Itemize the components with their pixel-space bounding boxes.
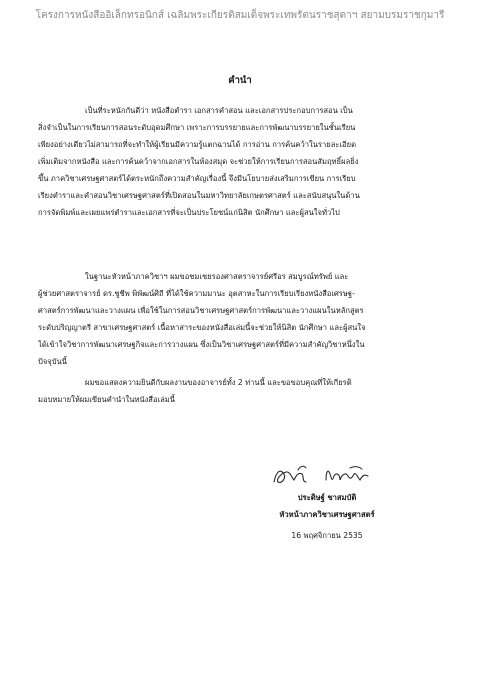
paragraph-line: เรียงตำราและคำสอนวิชาเศรษฐศาสตร์ที่เปิดสอนในมหาวิทยาลัยเกษตรศาสตร์ และสนับสนุนในด้าน (38, 191, 360, 200)
paragraph-line: ระดับปริญญาตรี สาขาเศรษฐศาสตร์ เนื้อหาสาระของหนังสือเล่มนี้จะช่วยให้นิสิต นักศึกษา และผู้สนใจ (38, 323, 366, 332)
paragraph-line: ขึ้น ภาควิชาเศรษฐศาสตร์ได้ตระหนักถึงความสำคัญเรื่องนี้ จึงมีนโยบายส่งเสริมการเขียน การเรียบ (38, 174, 356, 183)
signer-position: หัวหน้าภาควิชาเศรษฐศาสตร์ (279, 510, 375, 519)
paragraph-line: ได้เข้าใจวิชาการพัฒนาเศรษฐกิจและการวางแผน ซึ่งเป็นวิชาเศรษฐศาสตร์ที่มีความสำคัญวิชาหนึ่งใน (38, 340, 365, 349)
page-title: คำนำ (228, 75, 252, 86)
signature-date: 16 พฤศจิกายน 2535 (291, 531, 363, 540)
paragraph-line: สิ่งจำเป็นในการเรียนการสอนระดับอุดมศึกษา เพราะการบรรยายและการพัฒนาบรรยายในชั้นเรียน (38, 123, 356, 132)
series-header: โครงการหนังสืออิเล็กทรอนิกส์ เฉลิมพระเกียรติสมเด็จพระเทพรัตนราชสุดาฯ สยามบรมราชกุมารี (35, 10, 445, 21)
paragraph-line: ผู้ช่วยศาสตราจารย์ ดร.ชูชีพ พิพัฒน์ศิถี ที่ได้ใช้ความมานะ อุตสาหะในการเรียบเรียงหนังสือเศรษฐ- (38, 289, 355, 298)
handwritten-signature (268, 460, 458, 490)
paragraph-line: ในฐานะหัวหน้าภาควิชาฯ ผมขอชมเชยรองศาสตราจารย์ศรีอร สมบูรณ์ทรัพย์ และ (85, 272, 349, 281)
paragraph-2 (38, 268, 446, 370)
paragraph-3 (38, 374, 446, 408)
paragraph-line: ศาสตร์การพัฒนาและวางแผน เพื่อใช้ในการสอนวิชาเศรษฐศาสตร์การพัฒนาและวางแผนในหลักสูตร (38, 306, 364, 315)
paragraph-line: ปัจจุบันนี้ (38, 357, 67, 366)
paragraph-1 (38, 102, 446, 221)
paragraph-line: มอบหมายให้ผมเขียนคำนำในหนังสือเล่มนี้ (38, 395, 175, 404)
paragraph-line: ผมขอแสดงความยินดีกับผลงานของอาจารย์ทั้ง 2 ท่านนี้ และขอขอบคุณที่ให้เกียรติ (85, 378, 352, 387)
paragraph-line: การจัดพิมพ์และเผยแพร่ตำราและเอกสารที่จะเป็นประโยชน์แก่นิสิต นักศึกษา และผู้สนใจทั่วไป (38, 208, 340, 217)
paragraph-line: เพิ่มเติมจากหนังสือ และการค้นคว้าจากเอกสารในห้องสมุด จะช่วยให้การเรียนการสอนสัมฤทธิ์ผลยิ่ง (38, 157, 359, 166)
paragraph-line: เป็นที่ระหนักกันดีว่า หนังสือตำรา เอกสารคำสอน และเอกสารประกอบการสอน เป็น (85, 106, 353, 115)
signer-name: ประดิษฐ์ ชาสมบัติ (297, 493, 357, 502)
paragraph-line: เพียงอย่างเดียวไม่สามารถที่จะทำให้ผู้เรียนมีความรู้แตกฉานได้ การอ่าน การค้นคว้าในรายละเอียด (38, 140, 356, 149)
